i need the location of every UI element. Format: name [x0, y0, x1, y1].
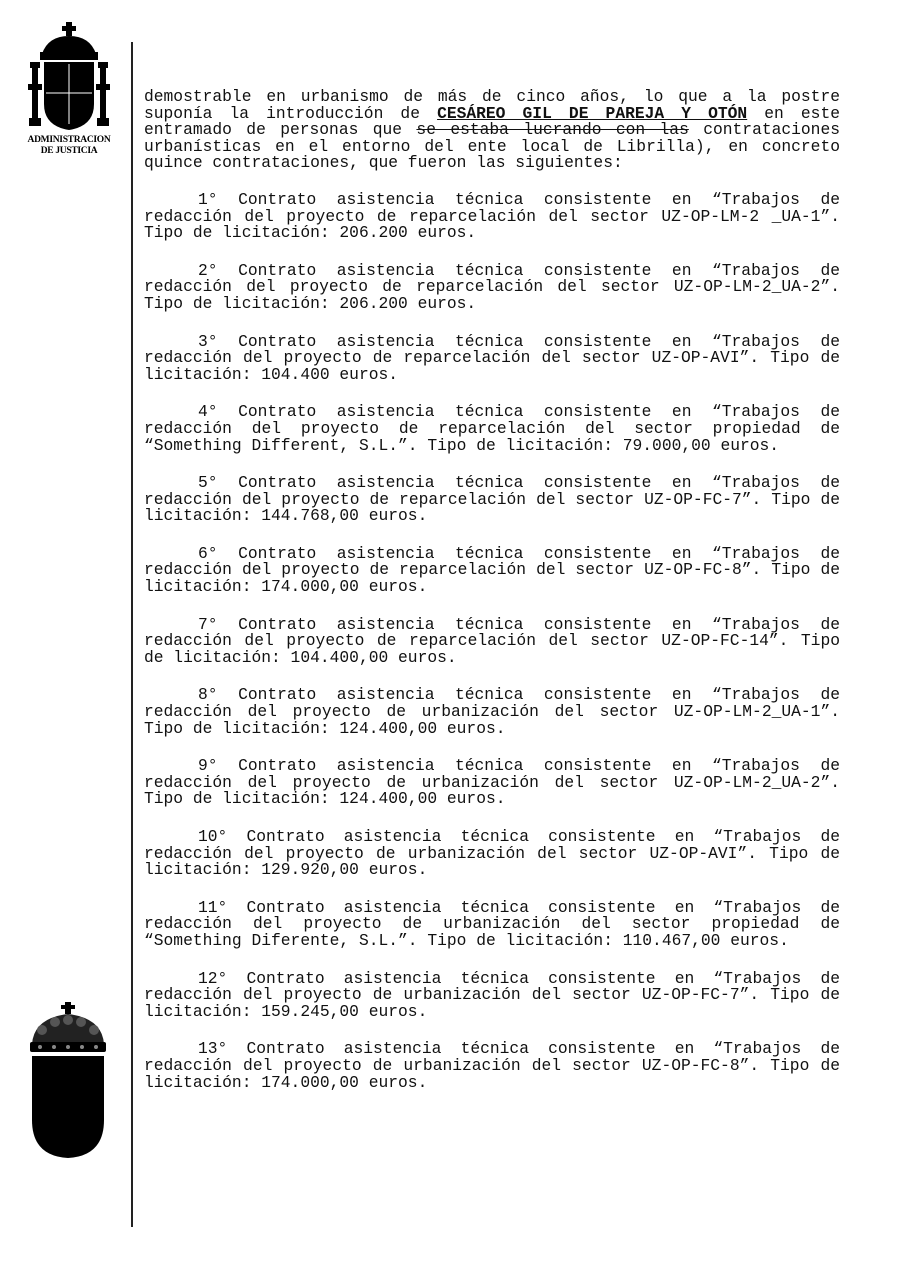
contract-item-2: 2° Contrato asistencia técnica consistente en “Trabajos de redacción del proyecto de reparcelación del sector UZ-OP-LM-2_UA-2”. Tipo de licitación: 206.200 euros.	[144, 260, 840, 313]
contract-item-4: 4° Contrato asistencia técnica consistente en “Trabajos de redacción del proyecto de reparcelación del sector propiedad de “Something Different, S.L.”. Tipo de licitación: 79.000,00 euros.	[144, 402, 840, 455]
contract-item-10: 10° Contrato asistencia técnica consistente en “Trabajos de redacción del proyecto de urbanización del sector UZ-OP-AVI”. Tipo de licitación: 129.920,00 euros.	[144, 827, 840, 880]
institution-line-1: ADMINISTRACION	[27, 135, 111, 145]
contract-item-6: 6° Contrato asistencia técnica consistente en “Trabajos de redacción del proyecto de reparcelación del sector UZ-OP-FC-8”. Tipo de licitación: 174.000,00 euros.	[144, 543, 840, 597]
intro-text-3: contrataciones urbanísticas en el entorno del ente local de Librilla), en concreto quince contrataciones, que fueron las siguientes:	[144, 120, 840, 173]
document-body	[144, 89, 840, 1112]
institution-caption	[14, 135, 124, 157]
institution-line-2: DE JUSTICIA	[40, 146, 98, 156]
contract-item-1: 1° Contrato asistencia técnica consistente en “Trabajos de redacción del proyecto de reparcelación del sector UZ-OP-LM-2 _UA-1”. Tipo de licitación: 206.200 euros.	[144, 189, 840, 243]
struck-text: se estaba lucrando con las	[416, 120, 689, 140]
intro-text-2: en este entramado de personas que	[144, 103, 840, 140]
coat-of-arms-icon	[28, 22, 110, 132]
highlighted-name: CESÁREO GIL DE PAREJA Y OTÓN	[437, 103, 748, 123]
contract-item-13: 13° Contrato asistencia técnica consistente en “Trabajos de redacción del proyecto de urbanización del sector UZ-OP-FC-8”. Tipo de licitación: 174.000,00 euros.	[144, 1039, 840, 1092]
margin-rule	[131, 42, 133, 1227]
contract-item-8: 8° Contrato asistencia técnica consistente en “Trabajos de redacción del proyecto de urbanización del sector UZ-OP-LM-2_UA-1”. Tipo de licitación: 124.400,00 euros.	[144, 685, 840, 738]
contract-item-5: 5° Contrato asistencia técnica consistente en “Trabajos de redacción del proyecto de reparcelación del sector UZ-OP-FC-7”. Tipo de licitación: 144.768,00 euros.	[144, 473, 840, 526]
contract-item-7: 7° Contrato asistencia técnica consistente en “Trabajos de redacción del proyecto de reparcelación del sector UZ-OP-FC-14”. Tipo de licitación: 104.400,00 euros.	[144, 614, 840, 667]
contract-item-11: 11° Contrato asistencia técnica consistente en “Trabajos de redacción del proyecto de urbanización del sector propiedad de “Something Diferente, S.L.”. Tipo de licitación: 110.467,00 euros.	[144, 897, 840, 950]
intro-paragraph	[144, 89, 840, 172]
contract-item-3: 3° Contrato asistencia técnica consistente en “Trabajos de redacción del proyecto de reparcelación del sector UZ-OP-AVI”. Tipo de licitación: 104.400 euros.	[144, 331, 840, 384]
contract-item-9: 9° Contrato asistencia técnica consistente en “Trabajos de redacción del proyecto de urbanización del sector UZ-OP-LM-2_UA-2”. Tipo de licitación: 124.400,00 euros.	[144, 756, 840, 809]
intro-text-1: demostrable en urbanismo de más de cinco años, lo que a la postre suponía la introducción de	[144, 87, 840, 123]
regional-shield-icon	[28, 1000, 108, 1160]
contract-item-12: 12° Contrato asistencia técnica consistente en “Trabajos de redacción del proyecto de urbanización del sector UZ-OP-FC-7”. Tipo de licitación: 159.245,00 euros.	[144, 968, 840, 1021]
